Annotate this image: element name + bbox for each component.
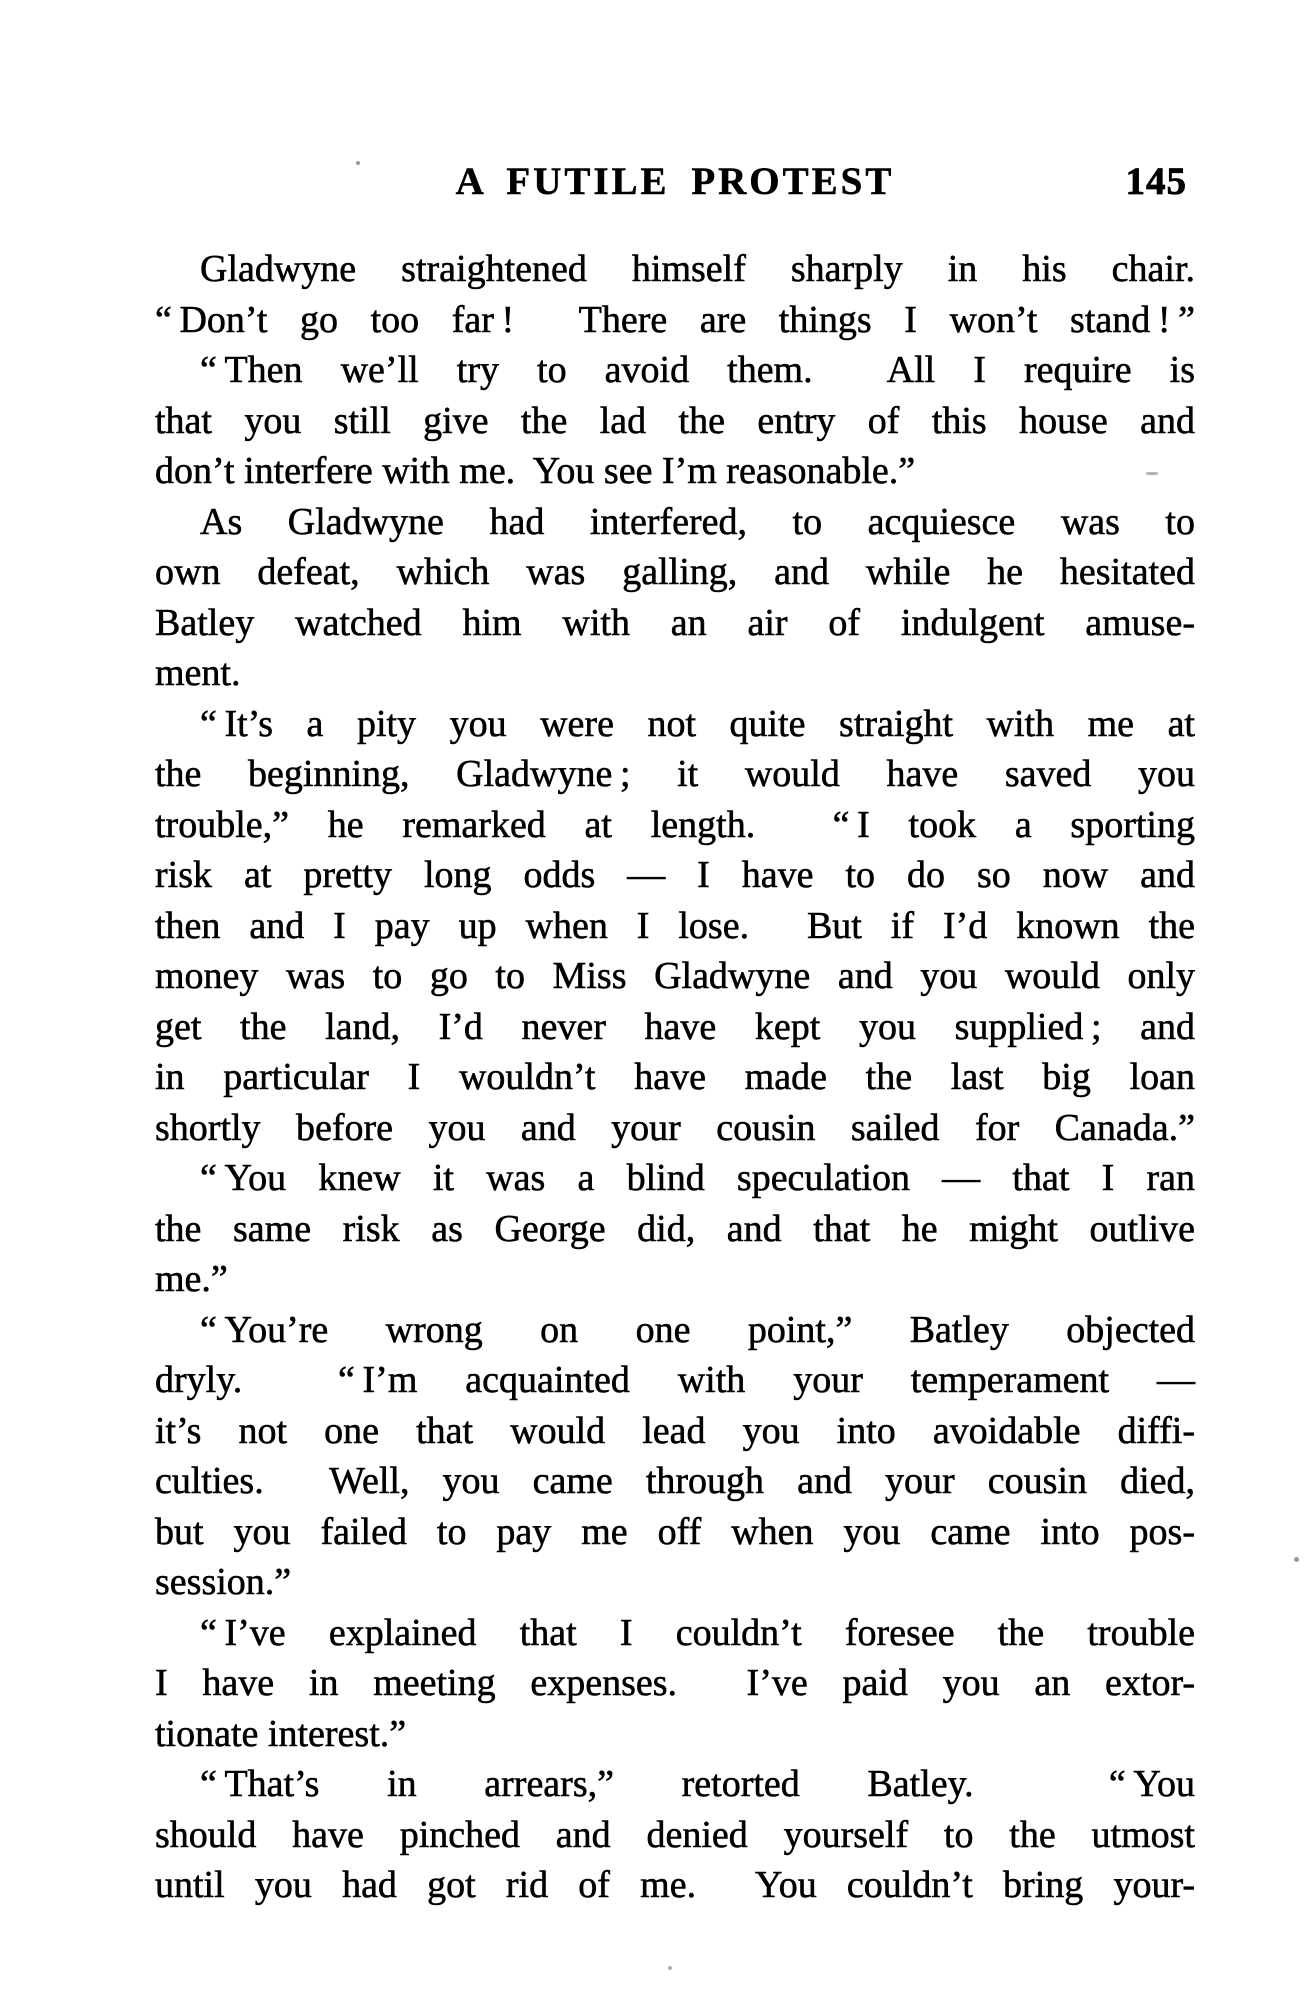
text-line: ment. — [155, 652, 241, 694]
text-line: “ Then we’ll try to avoid them. All I require is — [200, 349, 1195, 391]
text-line: “ It’s a pity you were not quite straight with me at — [200, 702, 1195, 745]
text-line: tionate interest.” — [155, 1712, 407, 1755]
text-line: me.” — [155, 1258, 228, 1300]
text-line: but you failed to pay me off when you came into pos- — [155, 1510, 1195, 1553]
text-line: Batley watched him with an air of indulgent amuse- — [155, 601, 1195, 644]
scan-speck — [1294, 1557, 1299, 1562]
text-line: “ Don’t go too far ! There are things I won’t stand ! ” — [155, 298, 1195, 341]
text-line: session.” — [155, 1561, 292, 1603]
text-line: “ That’s in arrears,” retorted Batley. “ You — [200, 1763, 1195, 1805]
scan-speck — [356, 161, 360, 165]
page-number: 145 — [1125, 160, 1187, 203]
body-text — [155, 244, 1195, 1911]
text-line: in particular I wouldn’t have made the last big loan — [155, 1056, 1195, 1098]
text-line: the beginning, Gladwyne ; it would have saved you — [155, 753, 1195, 795]
text-line: “ You knew it was a blind speculation — that I ran — [200, 1157, 1195, 1199]
text-line: culties. Well, you came through and your cousin died, — [155, 1460, 1195, 1502]
text-line: “ You’re wrong on one point,” Batley objected — [200, 1308, 1195, 1351]
scan-speck — [668, 1966, 672, 1970]
text-line: until you had got rid of me. You couldn’t bring your- — [155, 1864, 1195, 1906]
text-line: should have pinched and denied yourself to the utmost — [155, 1813, 1195, 1856]
text-line: Gladwyne straightened himself sharply in his chair. — [200, 248, 1195, 290]
text-line: it’s not one that would lead you into avoidable diffi- — [155, 1409, 1195, 1452]
text-line: risk at pretty long odds — I have to do so now and — [155, 854, 1195, 896]
running-title: A FUTILE PROTEST — [455, 160, 895, 203]
text-line: the same risk as George did, and that he might outlive — [155, 1207, 1195, 1250]
text-line: I have in meeting expenses. I’ve paid you an extor- — [155, 1662, 1195, 1704]
text-line: money was to go to Miss Gladwyne and you would only — [155, 955, 1195, 997]
text-line: then and I pay up when I lose. But if I’d known the — [155, 904, 1195, 947]
page-header — [155, 160, 1195, 206]
text-line: shortly before you and your cousin sailed for Canada.” — [155, 1106, 1195, 1149]
text-line: dryly. “ I’m acquainted with your temperament — — [155, 1359, 1195, 1401]
text-line: that you still give the lad the entry of this house and — [155, 399, 1195, 442]
text-line: own defeat, which was galling, and while he hesitated — [155, 551, 1195, 593]
text-line: don’t interfere with me. You see I’m reasonable.” — [155, 450, 916, 492]
text-line: “ I’ve explained that I couldn’t foresee the trouble — [200, 1611, 1195, 1654]
text-line: As Gladwyne had interfered, to acquiesce was to — [200, 500, 1195, 543]
text-line: trouble,” he remarked at length. “ I took a sporting — [155, 803, 1195, 846]
scan-speck — [1146, 472, 1158, 475]
text-line: get the land, I’d never have kept you supplied ; and — [155, 1005, 1195, 1048]
